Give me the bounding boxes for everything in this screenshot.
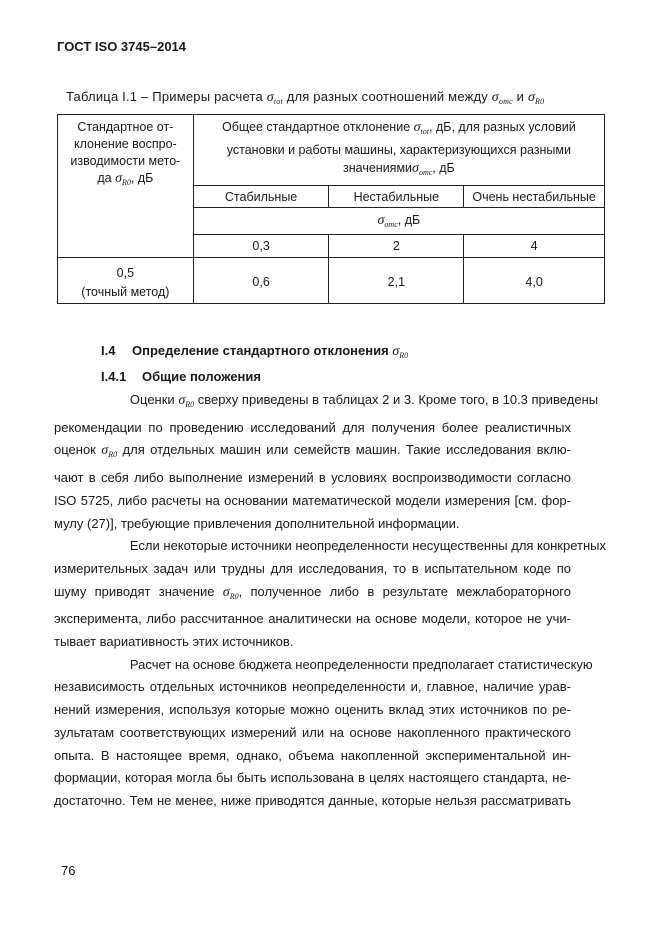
table-stub-header: Стандартное от- клонение воспро- изводимости мето- да $\sigma_{R0}$, дБ <box>58 115 194 258</box>
paragraph-2-line-3: шуму приводят значение $\sigma_{R0}$, полученное либо в результате межлабораторного <box>54 583 571 601</box>
omc-unit-row: $\sigma_{omc}$, дБ <box>193 208 604 235</box>
paragraph-1-line-3: оценок $\sigma_{R0}$ для отдельных машин или семейств машин. Такие исследования вклю- <box>54 442 571 460</box>
condition-stable: Стабильные <box>193 186 329 208</box>
table-caption <box>66 89 544 106</box>
document-header: ГОСТ ISO 3745–2014 <box>57 39 187 54</box>
sigma-r0-symbol: $\sigma_{R0}$ <box>527 90 545 106</box>
paragraph-2-line-4: эксперимента, либо рассчитанное аналитически на основе модели, которое не учи- <box>54 611 571 627</box>
result-1: 0,6 <box>193 258 329 304</box>
paragraph-3-line-5: опыта. В настоящее время, однако, объема накопленной экспериментальной ин- <box>54 747 571 763</box>
paragraph-2-line-5: тывает вариативность этих источников. <box>54 634 294 650</box>
paragraph-1-line-1: Оценки $\sigma_{R0}$ сверху приведены в таблицах 2 и 3. Кроме того, в 10.3 приведены <box>129 392 599 409</box>
paragraph-2-line-1: Если некоторые источники неопределенности несущественны для конкретных <box>129 538 606 554</box>
caption-and: и <box>516 89 525 104</box>
omc-value-2: 2 <box>329 235 464 258</box>
section-heading-i4: I.4 Определение стандартного отклонения $\sigma_{R0}$ <box>101 343 409 360</box>
omc-value-3: 4 <box>464 235 605 258</box>
paragraph-1-line-6: мулу (27)], требующие привлечения дополнительной информации. <box>54 515 460 531</box>
section-heading-i41: I.4.1 Общие положения <box>101 369 261 384</box>
paragraph-3-line-7: достаточно. Тем не менее, ниже приводятся данные, которые нельзя рассматривать <box>54 792 571 808</box>
paragraph-3-line-3: нений измерения, используя которые можно оценить вклад этих источников по ре- <box>54 702 571 718</box>
paragraph-1-line-4: чают в себя либо выполнение измерений в условиях воспроизводимости согласно <box>54 470 571 486</box>
example-table <box>57 114 605 304</box>
caption-prefix: Таблица I.1 – Примеры расчета <box>66 89 263 104</box>
page-number: 76 <box>61 863 76 878</box>
omc-value-1: 0,3 <box>193 235 329 258</box>
paragraph-3-line-2: независимость отдельных источников неопределенности и, главное, наличие урав- <box>54 679 571 695</box>
condition-very-unstable: Очень нестабильные <box>464 186 605 208</box>
condition-unstable: Нестабильные <box>329 186 464 208</box>
row-r0-value: 0,5 (точный метод) <box>58 258 194 304</box>
result-3: 4,0 <box>464 258 605 304</box>
table-group-header: Общее стандартное отклонение $\sigma_{tot}$, дБ, для разных условий установки и работы машины, характеризующихся разными значениямиσ$_{omc}$, дБ <box>193 115 604 186</box>
paragraph-2-line-2: измерительных задач или трудны для исследования, то в испытательном коде по <box>54 560 571 576</box>
result-2: 2,1 <box>329 258 464 304</box>
caption-mid: для разных соотношений между <box>286 89 488 104</box>
paragraph-1-line-5: ISO 5725, либо расчеты на основании математической модели измерения [см. фор- <box>54 492 571 508</box>
sigma-omc-symbol: $\sigma_{omc}$ <box>491 90 513 106</box>
sigma-tot-symbol: $\sigma_{tot}$ <box>266 90 283 106</box>
paragraph-3-line-6: формации, которая могла бы быть использована в целях настоящего стандарта, не- <box>54 770 571 786</box>
body-text <box>54 389 606 813</box>
paragraph-1-line-2: рекомендации по проведению исследований для получения более реалистичных <box>54 419 571 435</box>
paragraph-3-line-4: зультатам соответствующих измерений или на основе накопленного практического <box>54 724 571 740</box>
paragraph-3-line-1: Расчет на основе бюджета неопределенности предполагает статистическую <box>129 656 593 672</box>
